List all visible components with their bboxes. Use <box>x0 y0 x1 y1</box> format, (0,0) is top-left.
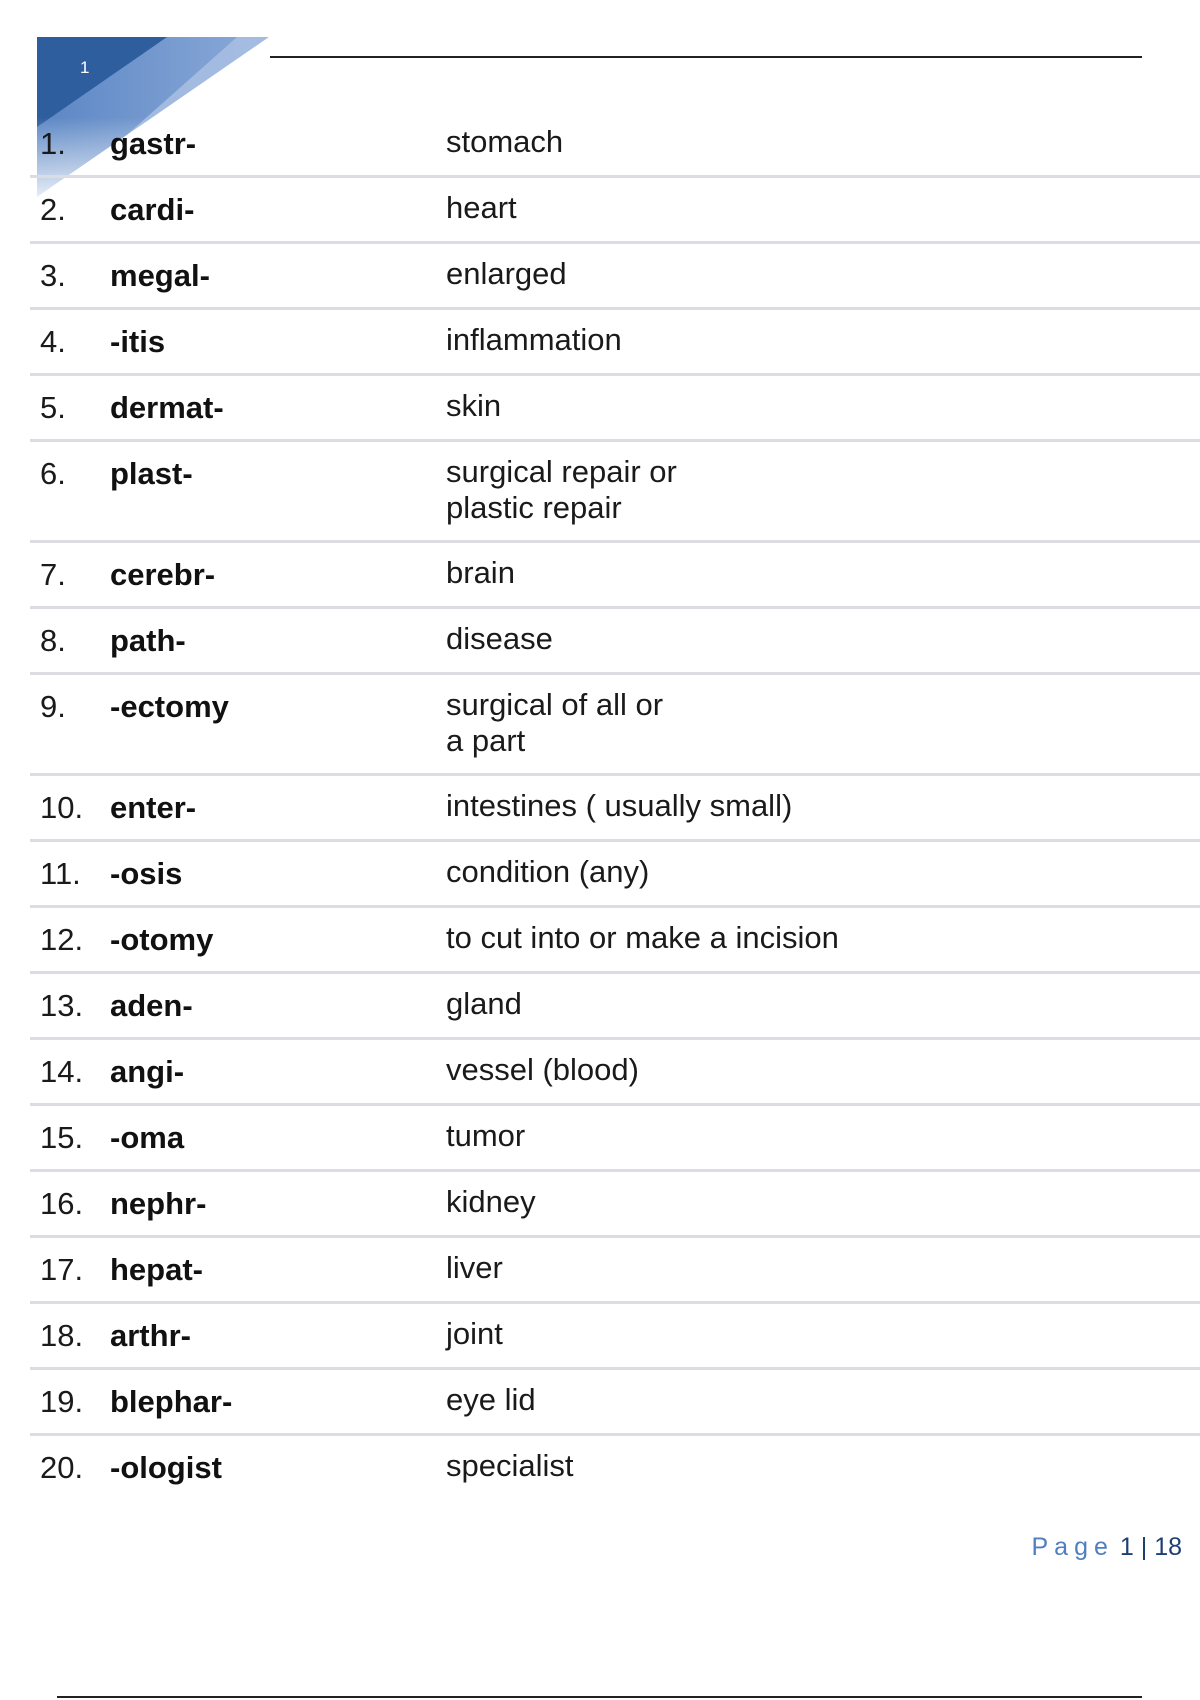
term-table <box>30 112 1200 1502</box>
row-number: 14. <box>40 1054 84 1089</box>
row-term: aden- <box>110 988 193 1023</box>
table-row <box>30 244 1200 310</box>
row-term: gastr- <box>110 126 197 161</box>
row-definition: condition (any) <box>446 854 650 889</box>
row-term: angi- <box>110 1054 185 1089</box>
row-term: enter- <box>110 790 197 825</box>
row-definition: liver <box>446 1250 503 1285</box>
row-definition: eye lid <box>446 1382 536 1417</box>
total-pages: 18 <box>1154 1533 1182 1561</box>
table-row <box>30 178 1200 244</box>
row-definition: kidney <box>446 1184 536 1219</box>
table-row <box>30 376 1200 442</box>
table-row <box>30 842 1200 908</box>
table-row <box>30 1106 1200 1172</box>
row-number: 6. <box>40 456 66 491</box>
row-number: 2. <box>40 192 66 227</box>
row-term: -ologist <box>110 1450 222 1485</box>
row-number: 3. <box>40 258 66 293</box>
table-row <box>30 1304 1200 1370</box>
row-definition: surgical repair or plastic repair <box>446 454 677 525</box>
table-row <box>30 1040 1200 1106</box>
row-term: hepat- <box>110 1252 203 1287</box>
table-row <box>30 543 1200 609</box>
row-definition: surgical of all or a part <box>446 687 664 758</box>
row-number: 9. <box>40 689 66 724</box>
row-term: arthr- <box>110 1318 191 1353</box>
row-term: -ectomy <box>110 689 229 724</box>
table-row <box>30 1238 1200 1304</box>
row-definition: stomach <box>446 124 564 159</box>
table-row <box>30 1436 1200 1502</box>
header-page-number: 1 <box>80 58 90 77</box>
row-number: 12. <box>40 922 84 957</box>
page-label: Page <box>1031 1533 1114 1561</box>
row-number: 5. <box>40 390 66 425</box>
row-number: 18. <box>40 1318 84 1353</box>
row-definition: vessel (blood) <box>446 1052 639 1087</box>
table-row <box>30 908 1200 974</box>
row-number: 8. <box>40 623 66 658</box>
row-number: 4. <box>40 324 66 359</box>
row-definition: specialist <box>446 1448 574 1483</box>
table-row <box>30 1172 1200 1238</box>
row-term: cardi- <box>110 192 195 227</box>
row-number: 17. <box>40 1252 84 1287</box>
row-number: 7. <box>40 557 66 592</box>
row-definition: to cut into or make a incision <box>446 920 839 955</box>
row-term: -oma <box>110 1120 185 1155</box>
row-term: blephar- <box>110 1384 233 1419</box>
table-row <box>30 974 1200 1040</box>
page-separator: | <box>1140 1533 1148 1561</box>
table-row <box>30 310 1200 376</box>
row-term: plast- <box>110 456 193 491</box>
row-definition: inflammation <box>446 322 622 357</box>
row-number: 11. <box>40 856 81 891</box>
table-row <box>30 675 1200 776</box>
row-number: 1. <box>40 126 66 161</box>
table-row <box>30 442 1200 543</box>
header-rule <box>270 56 1142 58</box>
row-definition: intestines ( usually small) <box>446 788 793 823</box>
row-definition: enlarged <box>446 256 567 291</box>
table-row <box>30 776 1200 842</box>
row-number: 16. <box>40 1186 84 1221</box>
bottom-rule <box>57 1696 1142 1698</box>
row-term: megal- <box>110 258 210 293</box>
row-number: 15. <box>40 1120 84 1155</box>
row-definition: joint <box>446 1316 503 1351</box>
row-definition: gland <box>446 986 522 1021</box>
row-term: -osis <box>110 856 183 891</box>
row-term: nephr- <box>110 1186 207 1221</box>
row-number: 20. <box>40 1450 84 1485</box>
row-number: 13. <box>40 988 84 1023</box>
table-row <box>30 609 1200 675</box>
row-term: -itis <box>110 324 166 359</box>
row-term: path- <box>110 623 186 658</box>
row-definition: disease <box>446 621 553 656</box>
row-definition: brain <box>446 555 515 590</box>
row-definition: skin <box>446 388 502 423</box>
row-number: 19. <box>40 1384 84 1419</box>
row-term: -otomy <box>110 922 214 957</box>
current-page: 1 <box>1119 1533 1134 1561</box>
table-row <box>30 1370 1200 1436</box>
row-term: dermat- <box>110 390 224 425</box>
row-definition: tumor <box>446 1118 526 1153</box>
row-term: cerebr- <box>110 557 216 592</box>
table-row <box>30 112 1200 178</box>
row-number: 10. <box>40 790 84 825</box>
row-definition: heart <box>446 190 517 225</box>
page-footer <box>1031 1533 1182 1562</box>
